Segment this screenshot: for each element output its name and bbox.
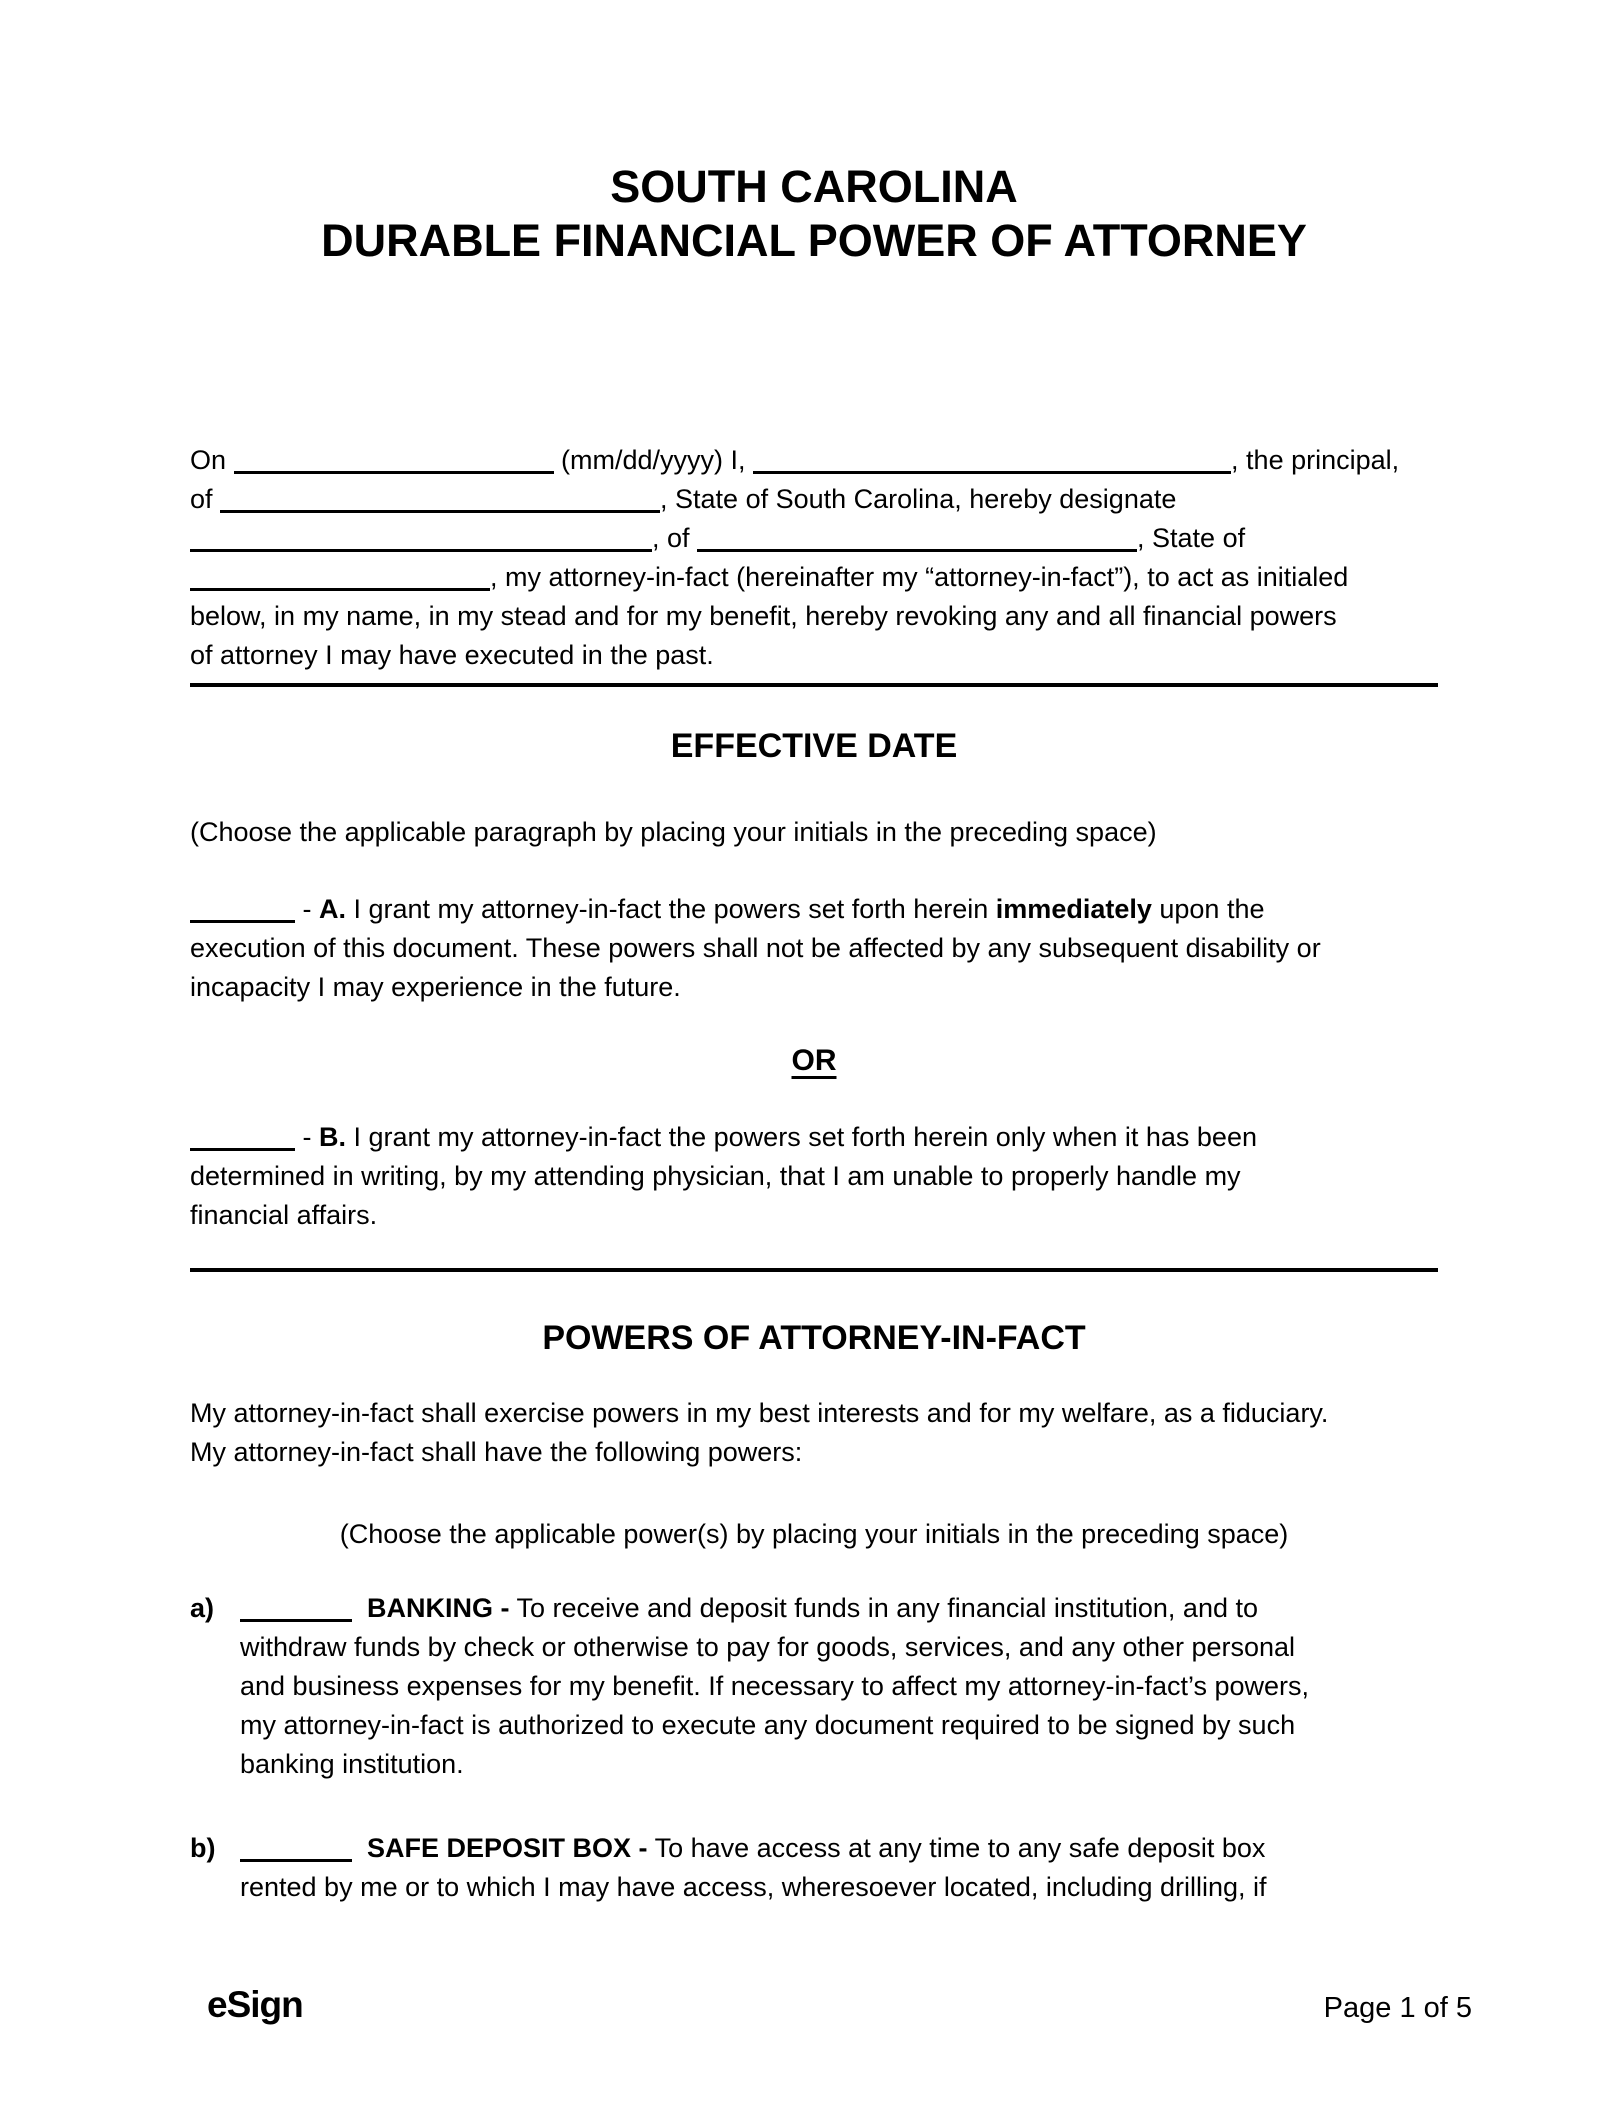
intro-line-1 <box>190 441 1438 480</box>
intro-line-2 <box>190 480 1438 519</box>
option-b-paragraph <box>190 1118 1438 1235</box>
intro-line-5: below, in my name, in my stead and for my benefit, hereby revoking any and all financial powers <box>190 601 1337 631</box>
or-separator <box>190 1041 1438 1080</box>
agent-name-blank[interactable] <box>190 526 652 552</box>
agent-state-blank[interactable] <box>190 565 490 591</box>
option-a-paragraph <box>190 890 1438 1007</box>
intro-line-6: of attorney I may have executed in the past. <box>190 640 714 670</box>
power-item-safe-deposit-box <box>190 1829 1438 1907</box>
option-a-initials-blank[interactable] <box>190 897 295 923</box>
intro-line2-pre: of <box>190 484 221 514</box>
section-divider <box>190 1268 1438 1272</box>
banking-initials-blank[interactable] <box>240 1596 352 1622</box>
section-divider <box>190 683 1438 687</box>
banking-line-5: banking institution. <box>240 1749 464 1779</box>
page-number: Page 1 of 5 <box>1323 1992 1472 2024</box>
intro-line1-mid: (mm/dd/yyyy) I, <box>553 445 754 475</box>
principal-name-blank[interactable] <box>753 448 1231 474</box>
intro-line3-mid: , of <box>652 523 698 553</box>
banking-text-1: To receive and deposit funds in any financial institution, and to <box>509 1593 1259 1623</box>
banking-line-3: and business expenses for my benefit. If necessary to affect my attorney-in-fact’s powers, <box>240 1671 1310 1701</box>
powers-intro-line-2: My attorney-in-fact shall have the following powers: <box>190 1437 803 1467</box>
effective-date-heading: EFFECTIVE DATE <box>670 727 958 765</box>
banking-line-2: withdraw funds by check or otherwise to pay for goods, services, and any other personal <box>240 1632 1296 1662</box>
page-title-line1: SOUTH CAROLINA <box>610 161 1018 212</box>
option-a-line-2: execution of this document. These powers shall not be affected by any subsequent disability or <box>190 933 1321 963</box>
option-b-text-1: I grant my attorney-in-fact the powers set forth herein only when it has been <box>346 1122 1257 1152</box>
option-b-line-3: financial affairs. <box>190 1200 378 1230</box>
principal-city-blank[interactable] <box>220 487 660 513</box>
safe-deposit-power-name: SAFE DEPOSIT BOX - <box>367 1833 648 1863</box>
intro-line-3 <box>190 519 1438 558</box>
intro-line-4 <box>190 558 1438 597</box>
banking-line-1 <box>190 1589 1438 1628</box>
option-a-line-3: incapacity I may experience in the future. <box>190 972 681 1002</box>
option-b-initials-blank[interactable] <box>190 1125 295 1151</box>
esign-logo: eSign <box>207 1984 303 2025</box>
intro-paragraph <box>190 441 1438 675</box>
option-a-line-1 <box>190 890 1438 929</box>
option-a-text-2: upon the <box>1151 894 1265 924</box>
intro-line2-post: , State of South Carolina, hereby designate <box>660 484 1177 514</box>
agent-city-blank[interactable] <box>697 526 1137 552</box>
banking-power-name: BANKING - <box>367 1593 510 1623</box>
page-title <box>190 160 1438 268</box>
safe-deposit-line-1 <box>190 1829 1438 1868</box>
banking-letter: a) <box>190 1593 215 1623</box>
option-a-label: A. <box>319 894 346 924</box>
power-item-banking <box>190 1589 1438 1784</box>
safe-deposit-initials-blank[interactable] <box>240 1836 352 1862</box>
safe-deposit-letter: b) <box>190 1833 216 1863</box>
powers-intro-line-1: My attorney-in-fact shall exercise powers in my best interests and for my welfare, as a fiduciary. <box>190 1398 1329 1428</box>
powers-instruction: (Choose the applicable power(s) by placing your initials in the preceding space) <box>339 1519 1289 1549</box>
option-a-text-1: I grant my attorney-in-fact the powers set forth herein <box>346 894 996 924</box>
safe-deposit-text-1: To have access at any time to any safe deposit box <box>647 1833 1266 1863</box>
option-b-dash: - <box>295 1122 319 1152</box>
option-b-line-2: determined in writing, by my attending physician, that I am unable to properly handle my <box>190 1161 1241 1191</box>
powers-heading: POWERS OF ATTORNEY-IN-FACT <box>542 1319 1086 1357</box>
option-a-immediately: immediately <box>995 894 1152 924</box>
page-title-line2: DURABLE FINANCIAL POWER OF ATTORNEY <box>321 215 1307 266</box>
date-blank[interactable] <box>234 448 554 474</box>
effective-date-instruction: (Choose the applicable paragraph by placing your initials in the preceding space) <box>190 817 1157 847</box>
intro-line1-post: , the principal, <box>1231 445 1400 475</box>
option-b-label: B. <box>319 1122 346 1152</box>
option-a-dash: - <box>295 894 319 924</box>
intro-line3-post: , State of <box>1137 523 1246 553</box>
powers-intro-paragraph <box>190 1394 1438 1472</box>
safe-deposit-line-2: rented by me or to which I may have access, wheresoever located, including drilling, if <box>240 1872 1267 1902</box>
intro-line1-pre: On <box>190 445 234 475</box>
intro-line4-post: , my attorney-in-fact (hereinafter my “attorney-in-fact”), to act as initialed <box>490 562 1349 592</box>
banking-line-4: my attorney-in-fact is authorized to execute any document required to be signed by such <box>240 1710 1296 1740</box>
or-label: OR <box>791 1044 837 1077</box>
option-b-line-1 <box>190 1118 1438 1157</box>
